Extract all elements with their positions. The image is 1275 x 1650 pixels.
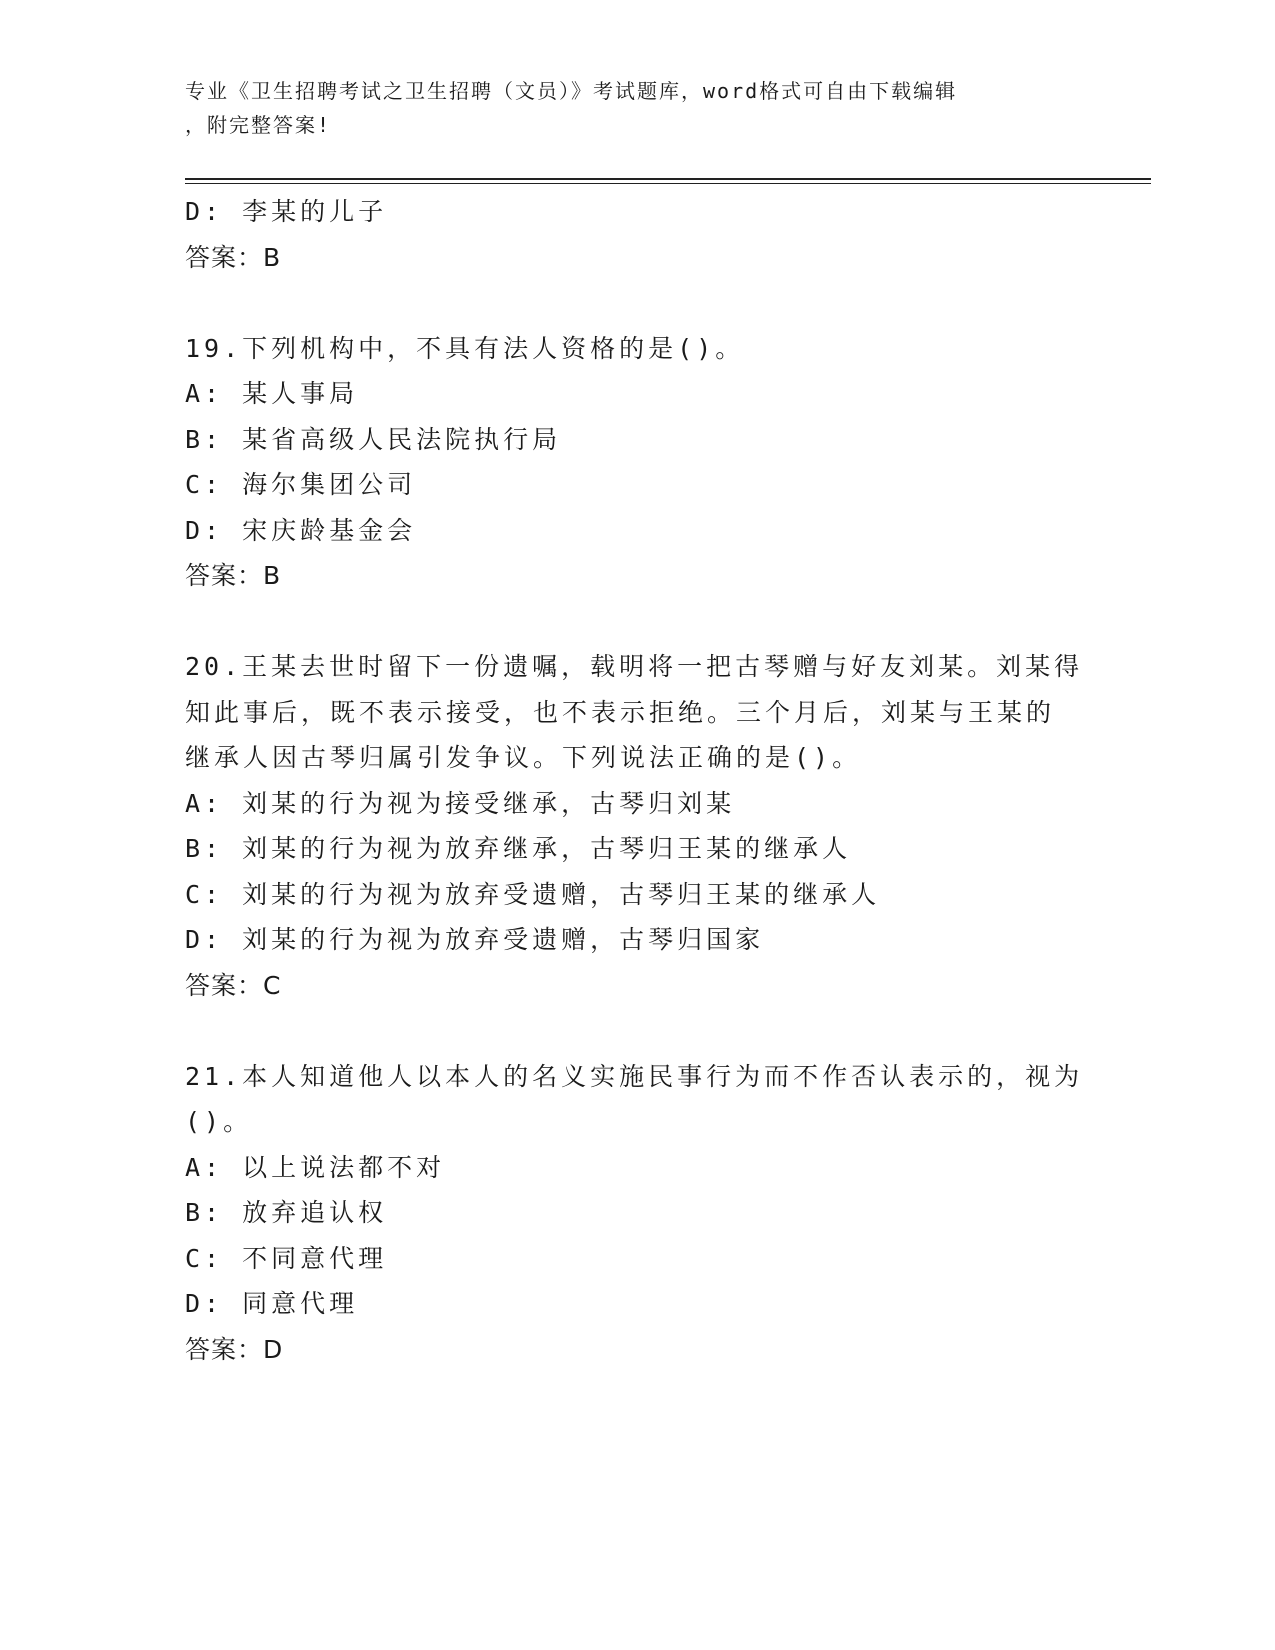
header-divider-thin	[185, 183, 1151, 184]
option-b: B: 刘某的行为视为放弃继承，古琴归王某的继承人	[185, 834, 852, 863]
option-c: C: 刘某的行为视为放弃受遗赠，古琴归王某的继承人	[185, 879, 881, 909]
answer-line: 答案：C	[185, 970, 282, 1000]
header-line-1: 专业《卫生招聘考试之卫生招聘（文员）》考试题库，word格式可自由下载编辑	[185, 79, 958, 103]
document-header	[185, 74, 1085, 142]
option-a: A: 某人事局	[185, 379, 359, 408]
option-b: B: 某省高级人民法院执行局	[185, 424, 562, 454]
option-a: A: 刘某的行为视为接受继承，古琴归刘某	[185, 788, 736, 818]
option-b: B: 放弃追认权	[185, 1198, 388, 1227]
question-20	[185, 644, 1085, 1008]
option-a: A: 以上说法都不对	[185, 1152, 446, 1182]
question-stem-line-3: 继承人因古琴归属引发争议。下列说法正确的是()。	[185, 743, 862, 772]
question-19	[185, 326, 1085, 599]
option-d: D: 李某的儿子	[185, 197, 388, 226]
option-c: C: 海尔集团公司	[185, 470, 417, 499]
question-stem-line-1: 21.本人知道他人以本人的名义实施民事行为而不作否认表示的，视为	[185, 1061, 1084, 1091]
answer-line: 答案：B	[185, 561, 282, 590]
answer-line: 答案：D	[185, 1334, 284, 1364]
option-c: C: 不同意代理	[185, 1243, 388, 1273]
question-list	[185, 189, 1085, 1372]
question-stem-line-1: 20.王某去世时留下一份遗嘱，载明将一把古琴赠与好友刘某。刘某得	[185, 652, 1084, 681]
header-line-2: ，附完整答案!	[185, 113, 332, 137]
question-stem: 19.下列机构中，不具有法人资格的是()。	[185, 333, 745, 363]
question-stem-line-2: 知此事后，既不表示接受，也不表示拒绝。三个月后，刘某与王某的	[185, 697, 1056, 727]
option-d: D: 同意代理	[185, 1289, 359, 1318]
question-stem-line-2: ()。	[185, 1107, 253, 1136]
question-21	[185, 1054, 1085, 1373]
answer-line: 答案：B	[185, 242, 282, 272]
question-18-tail	[185, 189, 1085, 280]
header-divider-thick	[185, 178, 1151, 180]
option-d: D: 刘某的行为视为放弃受遗赠，古琴归国家	[185, 925, 765, 954]
option-d: D: 宋庆龄基金会	[185, 515, 417, 545]
